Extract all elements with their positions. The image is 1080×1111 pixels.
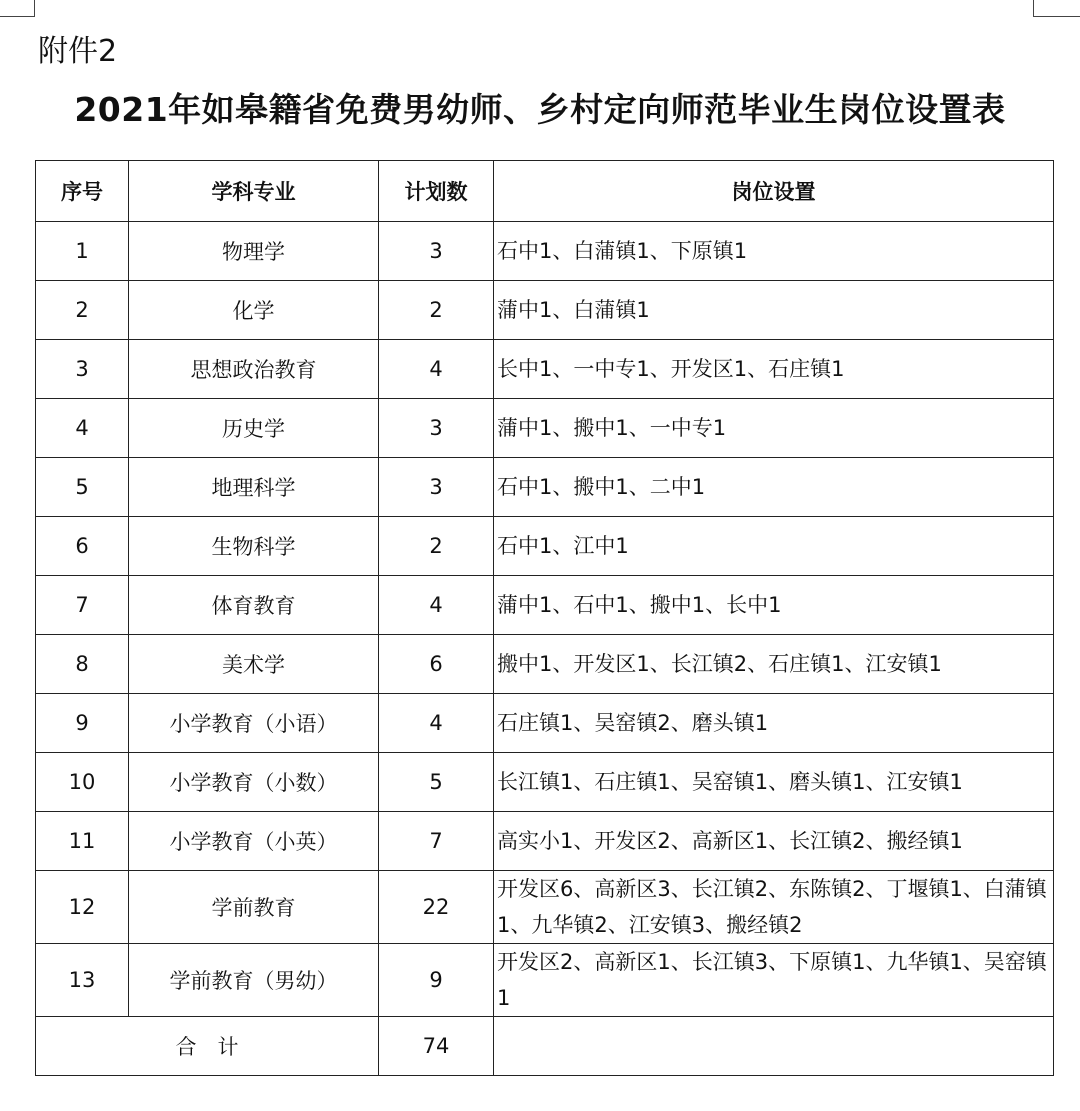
row-count: 5 bbox=[379, 753, 494, 812]
document-title: 2021年如皋籍省免费男幼师、乡村定向师范毕业生岗位设置表 bbox=[74, 90, 1006, 129]
table-row bbox=[36, 871, 1054, 944]
table-row bbox=[36, 694, 1054, 753]
row-count: 7 bbox=[379, 812, 494, 871]
row-count: 4 bbox=[379, 340, 494, 399]
table-row bbox=[36, 340, 1054, 399]
row-positions: 长江镇1、石庄镇1、吴窑镇1、磨头镇1、江安镇1 bbox=[494, 753, 1054, 812]
attachment-label: 附件2 bbox=[38, 34, 118, 69]
row-positions: 石中1、江中1 bbox=[494, 517, 1054, 576]
row-no: 8 bbox=[36, 635, 129, 694]
row-no: 3 bbox=[36, 340, 129, 399]
table-row bbox=[36, 399, 1054, 458]
row-count: 4 bbox=[379, 694, 494, 753]
row-no: 7 bbox=[36, 576, 129, 635]
row-major: 小学教育（小英） bbox=[129, 812, 379, 871]
table-row bbox=[36, 812, 1054, 871]
row-count: 4 bbox=[379, 576, 494, 635]
row-no: 6 bbox=[36, 517, 129, 576]
row-major: 地理科学 bbox=[129, 458, 379, 517]
row-positions: 开发区2、高新区1、长江镇3、下原镇1、九华镇1、吴窑镇1 bbox=[494, 944, 1054, 1017]
row-no: 5 bbox=[36, 458, 129, 517]
row-positions: 长中1、一中专1、开发区1、石庄镇1 bbox=[494, 340, 1054, 399]
row-no: 13 bbox=[36, 944, 129, 1017]
header-no: 序号 bbox=[36, 161, 129, 222]
row-count: 3 bbox=[379, 399, 494, 458]
row-count: 3 bbox=[379, 222, 494, 281]
header-major: 学科专业 bbox=[129, 161, 379, 222]
table-row bbox=[36, 281, 1054, 340]
total-label: 合 计 bbox=[36, 1017, 379, 1076]
row-positions: 石庄镇1、吴窑镇2、磨头镇1 bbox=[494, 694, 1054, 753]
row-positions: 蒲中1、搬中1、一中专1 bbox=[494, 399, 1054, 458]
row-major: 美术学 bbox=[129, 635, 379, 694]
row-count: 22 bbox=[379, 871, 494, 944]
table-header-row bbox=[36, 161, 1054, 222]
row-major: 生物科学 bbox=[129, 517, 379, 576]
row-no: 9 bbox=[36, 694, 129, 753]
row-major: 物理学 bbox=[129, 222, 379, 281]
position-table bbox=[35, 160, 1054, 1076]
row-count: 3 bbox=[379, 458, 494, 517]
row-major: 小学教育（小语） bbox=[129, 694, 379, 753]
row-count: 6 bbox=[379, 635, 494, 694]
row-count: 9 bbox=[379, 944, 494, 1017]
crop-mark-top-left bbox=[0, 0, 35, 17]
row-no: 12 bbox=[36, 871, 129, 944]
table-row bbox=[36, 576, 1054, 635]
row-positions: 蒲中1、石中1、搬中1、长中1 bbox=[494, 576, 1054, 635]
row-no: 2 bbox=[36, 281, 129, 340]
total-count: 74 bbox=[379, 1017, 494, 1076]
row-major: 思想政治教育 bbox=[129, 340, 379, 399]
row-major: 历史学 bbox=[129, 399, 379, 458]
table-row bbox=[36, 458, 1054, 517]
row-major: 体育教育 bbox=[129, 576, 379, 635]
crop-mark-top-right bbox=[1033, 0, 1080, 17]
row-no: 1 bbox=[36, 222, 129, 281]
row-count: 2 bbox=[379, 281, 494, 340]
total-positions bbox=[494, 1017, 1054, 1076]
row-count: 2 bbox=[379, 517, 494, 576]
header-count: 计划数 bbox=[379, 161, 494, 222]
table-row bbox=[36, 517, 1054, 576]
row-major: 学前教育（男幼） bbox=[129, 944, 379, 1017]
row-positions: 开发区6、高新区3、长江镇2、东陈镇2、丁堰镇1、白蒲镇1、九华镇2、江安镇3、搬经镇2 bbox=[494, 871, 1054, 944]
row-positions: 石中1、白蒲镇1、下原镇1 bbox=[494, 222, 1054, 281]
table-row bbox=[36, 222, 1054, 281]
row-major: 小学教育（小数） bbox=[129, 753, 379, 812]
row-positions: 石中1、搬中1、二中1 bbox=[494, 458, 1054, 517]
row-positions: 蒲中1、白蒲镇1 bbox=[494, 281, 1054, 340]
row-no: 10 bbox=[36, 753, 129, 812]
row-positions: 高实小1、开发区2、高新区1、长江镇2、搬经镇1 bbox=[494, 812, 1054, 871]
row-major: 学前教育 bbox=[129, 871, 379, 944]
total-row bbox=[36, 1017, 1054, 1076]
row-positions: 搬中1、开发区1、长江镇2、石庄镇1、江安镇1 bbox=[494, 635, 1054, 694]
header-positions: 岗位设置 bbox=[494, 161, 1054, 222]
table-row bbox=[36, 635, 1054, 694]
row-no: 11 bbox=[36, 812, 129, 871]
row-no: 4 bbox=[36, 399, 129, 458]
table-row bbox=[36, 944, 1054, 1017]
row-major: 化学 bbox=[129, 281, 379, 340]
table-row bbox=[36, 753, 1054, 812]
